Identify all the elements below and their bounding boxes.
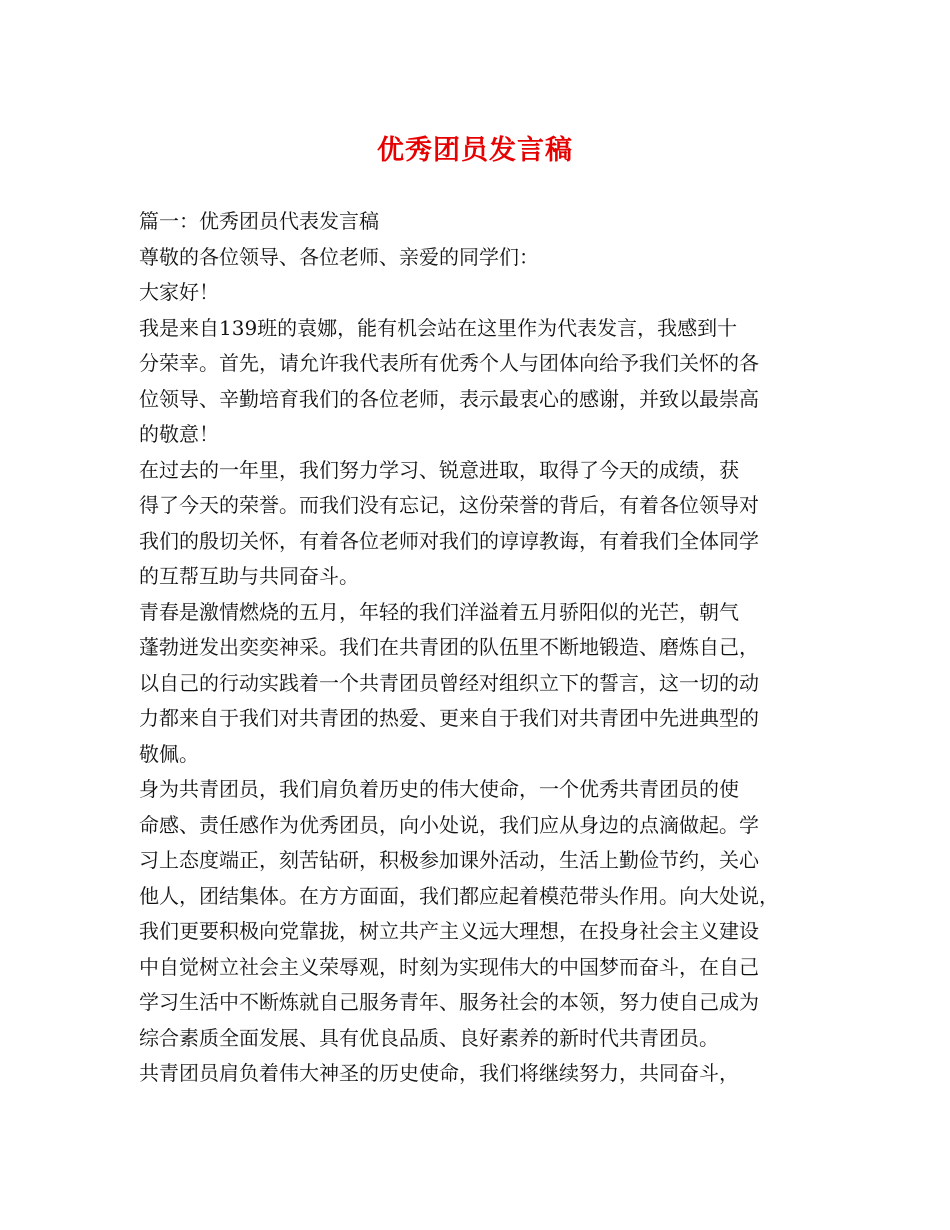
document-body	[139, 204, 829, 1092]
body-line: 身为共青团员，我们肩负着历史的伟大使命，一个优秀共青团员的使	[139, 777, 739, 801]
body-line: 力都来自于我们对共青团的热爱、更来自于我们对共青团中先进典型的	[139, 706, 759, 730]
body-line: 他人，团结集体。在方方面面，我们都应起着模范带头作用。向大处说，	[139, 883, 779, 908]
body-line: 中自觉树立社会主义荣辱观，时刻为实现伟大的中国梦而奋斗，在自己	[139, 954, 759, 979]
body-line: 蓬勃迸发出奕奕神采。我们在共青团的队伍里不断地锻造、磨炼自己，	[139, 635, 759, 659]
body-line: 敬佩。	[139, 741, 199, 766]
body-line: 大家好！	[139, 280, 219, 304]
body-line: 共青团员肩负着伟大神圣的历史使命，我们将继续努力，共同奋斗，	[139, 1061, 739, 1085]
body-line: 尊敬的各位领导、各位老师、亲爱的同学们：	[139, 244, 539, 269]
body-line: 学习生活中不断炼就自己服务青年、服务社会的本领，努力使自己成为	[139, 990, 759, 1014]
body-line: 的互帮互助与共同奋斗。	[139, 564, 359, 588]
body-line: 习上态度端正，刻苦钻研，积极参加课外活动，生活上勤俭节约，关心	[139, 848, 759, 872]
body-line: 的敬意！	[139, 422, 219, 446]
body-line: 命感、责任感作为优秀团员，向小处说，我们应从身边的点滴做起。学	[139, 812, 759, 837]
body-line: 综合素质全面发展、具有优良品质、良好素养的新时代共青团员。	[139, 1025, 719, 1050]
body-line: 我们更要积极向党靠拢，树立共产主义远大理想，在投身社会主义建设	[139, 919, 759, 943]
body-line: 青春是激情燃烧的五月，年轻的我们洋溢着五月骄阳似的光芒，朝气	[139, 599, 739, 624]
body-line: 分荣幸。首先，请允许我代表所有优秀个人与团体向给予我们关怀的各	[139, 351, 759, 375]
body-line: 我是来自139班的袁娜，能有机会站在这里作为代表发言，我感到十	[139, 315, 738, 340]
body-line: 在过去的一年里，我们努力学习、锐意进取，取得了今天的成绩，获	[139, 457, 739, 482]
body-line: 位领导、辛勤培育我们的各位老师，表示最衷心的感谢，并致以最崇高	[139, 386, 759, 411]
body-line: 以自己的行动实践着一个共青团员曾经对组织立下的誓言，这一切的动	[139, 670, 759, 695]
body-line: 得了今天的荣誉。而我们没有忘记，这份荣誉的背后，有着各位领导对	[139, 493, 759, 517]
body-line: 篇一：优秀团员代表发言稿	[139, 209, 379, 233]
document-title: 优秀团员发言稿	[377, 135, 573, 166]
body-line: 我们的殷切关怀，有着各位老师对我们的谆谆教诲，有着我们全体同学	[139, 528, 759, 553]
